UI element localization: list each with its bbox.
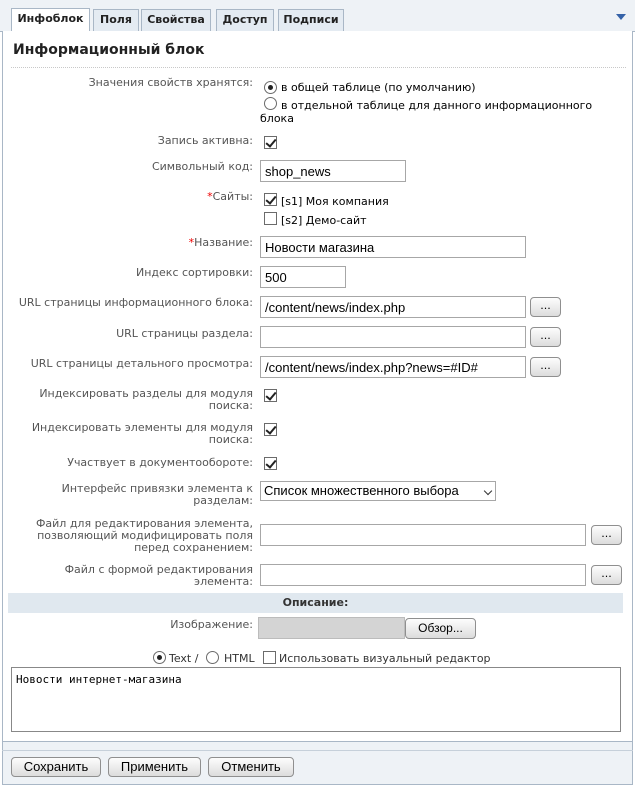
index-elements-label-line1: Индексировать элементы для модуля — [31, 421, 253, 434]
sort-label: Индекс сортировки: — [136, 266, 253, 279]
section-interface-label-line1: Интерфейс привязки элемента к — [61, 482, 253, 495]
editor-text-radio[interactable] — [153, 651, 166, 664]
edit-file-label-line3: перед сохранением: — [134, 541, 253, 554]
section-url-label: URL страницы раздела: — [116, 327, 253, 340]
section-url-input[interactable] — [260, 326, 526, 348]
edit-file-label-line1: Файл для редактирования элемента, — [35, 517, 253, 530]
description-section-header: Описание: — [8, 593, 623, 613]
form-file-input[interactable] — [260, 564, 586, 586]
form-file-label-line2: элемента: — [194, 575, 253, 588]
divider — [11, 67, 626, 68]
edit-file-label-line2: позволяющий модифицировать поля — [37, 529, 253, 542]
page-title: Информационный блок — [13, 42, 205, 58]
workflow-checkbox[interactable] — [264, 457, 277, 470]
workflow-label: Участвует в документообороте: — [67, 456, 253, 469]
site-s1-checkbox[interactable] — [264, 193, 277, 206]
visual-editor-checkbox[interactable] — [263, 651, 276, 664]
storage-separate-label-line2: блока — [260, 112, 294, 125]
edit-file-input[interactable] — [260, 524, 586, 546]
apply-button[interactable]: Применить — [108, 757, 201, 777]
active-checkbox[interactable] — [264, 136, 277, 149]
tab-access[interactable]: Доступ — [216, 9, 274, 31]
index-sections-label-line1: Индексировать разделы для модуля — [39, 387, 253, 400]
index-sections-checkbox[interactable] — [264, 389, 277, 402]
editor-html-label: HTML — [224, 652, 255, 665]
save-button[interactable]: Сохранить — [11, 757, 101, 777]
index-sections-label-line2: поиска: — [208, 399, 253, 412]
form-file-browse-button[interactable]: ... — [591, 565, 622, 585]
code-label: Символьный код: — [151, 160, 253, 173]
name-input[interactable] — [260, 236, 526, 258]
editor-text-label: Text / — [169, 652, 199, 665]
site-s1-label: [s1] Моя компания — [281, 195, 389, 208]
sites-label: *Сайты: — [207, 190, 253, 203]
code-input[interactable] — [260, 160, 406, 182]
image-label: Изображение: — [170, 618, 253, 631]
storage-common-label: в общей таблице (по умолчанию) — [281, 81, 476, 94]
storage-label: Значения свойств хранятся: — [88, 76, 253, 89]
edit-file-browse-button[interactable]: ... — [591, 525, 622, 545]
section-url-browse-button[interactable]: ... — [530, 327, 561, 347]
list-url-input[interactable] — [260, 296, 526, 318]
storage-separate-label-line1: в отдельной таблице для данного информационного — [281, 99, 593, 112]
detail-url-label: URL страницы детального просмотра: — [30, 357, 253, 370]
list-url-browse-button[interactable]: ... — [530, 297, 561, 317]
tab-infoblock[interactable]: Инфоблок — [11, 8, 90, 32]
chevron-down-icon[interactable] — [616, 14, 626, 20]
index-elements-label-line2: поиска: — [208, 433, 253, 446]
visual-editor-label: Использовать визуальный редактор — [279, 652, 491, 665]
tab-properties[interactable]: Свойства — [141, 9, 211, 31]
tab-captions[interactable]: Подписи — [278, 9, 344, 31]
divider — [2, 750, 633, 751]
chevron-down-icon — [484, 487, 492, 495]
section-interface-value: Список множественного выбора — [264, 483, 459, 498]
site-s2-label: [s2] Демо-сайт — [281, 214, 367, 227]
image-browse-button[interactable]: Обзор... — [405, 618, 476, 639]
tab-bar — [0, 0, 635, 32]
description-textarea[interactable]: Новости интернет-магазина — [11, 667, 621, 732]
form-file-label-line1: Файл с формой редактирования — [64, 563, 253, 576]
storage-separate-radio[interactable] — [264, 97, 277, 110]
active-label: Запись активна: — [157, 134, 253, 147]
detail-url-browse-button[interactable]: ... — [530, 357, 561, 377]
sort-input[interactable] — [260, 266, 346, 288]
site-s2-checkbox[interactable] — [264, 212, 277, 225]
detail-url-input[interactable] — [260, 356, 526, 378]
section-interface-select[interactable] — [260, 481, 496, 501]
storage-common-radio[interactable] — [264, 81, 277, 94]
section-interface-label-line2: разделам: — [193, 494, 253, 507]
index-elements-checkbox[interactable] — [264, 423, 277, 436]
list-url-label: URL страницы информационного блока: — [18, 296, 253, 309]
cancel-button[interactable]: Отменить — [208, 757, 294, 777]
name-label: *Название: — [188, 236, 253, 249]
editor-html-radio[interactable] — [206, 651, 219, 664]
tab-fields[interactable]: Поля — [93, 9, 139, 31]
image-file-field[interactable] — [258, 617, 405, 639]
